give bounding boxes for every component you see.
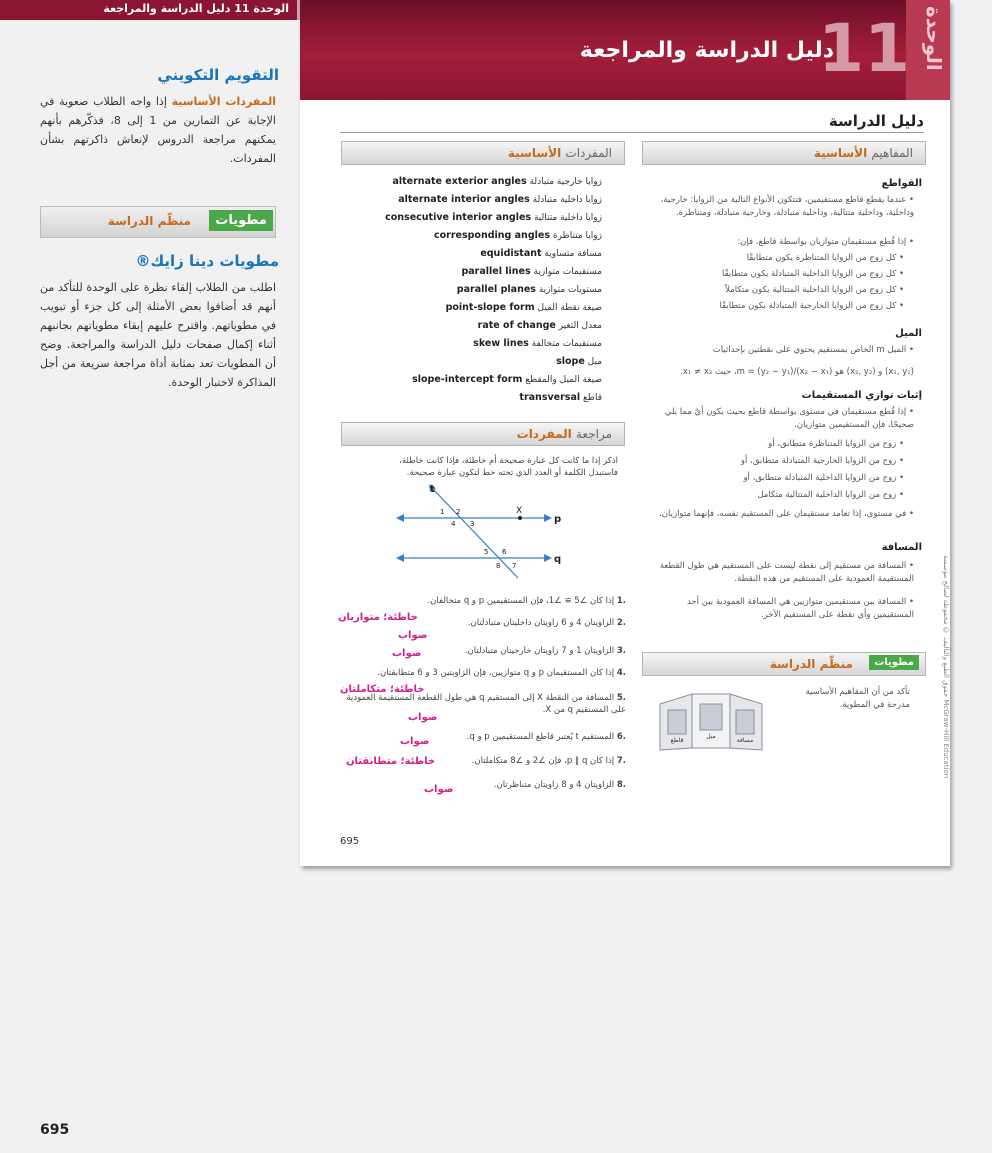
vocab-note-term: المفردات الأساسية	[171, 95, 276, 108]
exercise-7: .7 إذا كان p ∥ q، فإن ∠2 و ∠8 متكاملتان.	[471, 756, 626, 766]
answer-4: خاطئة؛ متكاملتان	[340, 684, 425, 695]
transversal-bullet-1-text: عندما يقطع قاطع مستقيمين، فتتكون الأنواع التالية من الزوايا: خارجية، وداخلية، وداخلية متتالية، وداخلية متبادلة، وخارجية متبادلة، ومتناظرة.	[660, 195, 914, 218]
proving-item-4: • زوج من الزوايا الداخلية المتتالية متكامل	[757, 490, 904, 500]
organizer-foldables-label: مطويات	[869, 655, 919, 670]
chapter-number: 11	[818, 10, 910, 87]
chapter-title: دليل الدراسة والمراجعة	[579, 38, 834, 63]
vocab-ar: صيغة نقطة الميل	[537, 303, 602, 313]
proving-last-text: في مستوى، إذا تعامد مستقيمان على المستقيم نفسه، فإنهما متوازيان.	[659, 509, 907, 519]
vocab-item	[434, 230, 602, 241]
foldables-label: مطويات	[209, 210, 273, 231]
transversal-bullet-2-text: إذا قُطع مستقيمان متوازيان بواسطة قاطع، فإن:	[737, 237, 907, 247]
vocab-check-header-text	[517, 427, 612, 441]
foldable-image	[656, 690, 766, 754]
parallel-sub-2: • كل زوج من الزوايا الداخلية المتبادلة يكون متطابقًا	[721, 269, 904, 279]
answer-6: صواب	[400, 736, 430, 747]
study-organizer-tag	[40, 206, 276, 238]
proving-item-2-text: زوج من الزوايا الخارجية المتبادلة متطابق، أو	[740, 456, 897, 466]
proving-item-1-text: زوج من الزوايا المتناظرة متطابق، أو	[768, 439, 897, 449]
exercise-8: .8 الزاويتان 4 و 8 زاويتان متناظرتان.	[493, 780, 626, 790]
exercise-5-text: المسافة من النقطة X إلى المستقيم q هي طول القطعة المستقيمة العمودية على المستقيم q من X.	[346, 693, 626, 715]
key-vocab-header-text	[508, 146, 612, 160]
exercise-5: .5 المسافة من النقطة X إلى المستقيم q هي طول القطعة المستقيمة العمودية على المستقيم q من X.	[346, 693, 626, 715]
transversal-diagram	[396, 482, 572, 580]
angle-label-2: 2	[456, 508, 461, 516]
key-concepts-gray: المفاهيم	[871, 146, 913, 160]
exercise-1: .1 إذا كان ∠5 ≅ ∠1، فإن المستقيمين p و q متخالفان.	[427, 596, 626, 606]
vocab-check-gray: مراجعة	[575, 427, 612, 441]
copyright-text: حقوق الطبع والتأليف © محفوظة لصالح مؤسسة McGraw-Hill Education	[942, 555, 950, 779]
proving-last: • في مستوى، إذا تعامد مستقيمان على المستقيم نفسه، فإنهما متوازيان.	[659, 509, 914, 519]
formative-assessment-heading: التقويم التكويني	[157, 66, 279, 84]
instructions-line-1: اذكر إذا ما كانت كل عبارة صحيحة أم خاطئة، فإذا كانت خاطئة،	[399, 456, 618, 466]
foldables-text: اطلب من الطلاب إلقاء نظرة على الوحدة للتأكد من أنهم قد أضافوا بعض الأمثلة إلى كل جزء أو تبويب في مطوياتهم. واقترح عليهم إبقاء مطوياتهم بجانبهم أثناء إكمال صفحات دليل الدراسة والمراجعة. وضح أن المطويات تعد بمثابة أداة مراجعة سريعة من أجل المذاكرة لاختبار الوحدة.	[40, 281, 276, 389]
vocab-en: consecutive interior angles	[385, 212, 532, 223]
vocab-en: corresponding angles	[434, 230, 550, 241]
foldable-tab-3: مسافة	[736, 737, 754, 744]
answer-5: صواب	[408, 712, 438, 723]
vocab-en: skew lines	[473, 338, 529, 349]
vocab-note	[40, 92, 276, 168]
proving-item-3: • زوج من الزوايا الداخلية المتبادلة متطابق، أو	[743, 473, 904, 483]
vocab-item	[461, 266, 602, 277]
vocab-check-orange: المفردات	[516, 427, 572, 441]
proving-item-1: • زوج من الزوايا المتناظرة متطابق، أو	[768, 439, 904, 449]
vocab-item	[556, 356, 602, 367]
exercise-7-text: إذا كان p ∥ q، فإن ∠2 و ∠8 متكاملتان.	[471, 756, 615, 766]
key-concepts-orange: الأساسية	[813, 146, 868, 160]
organizer-note: تأكد من أن المفاهيم الأساسية مدرجة في المطوية.	[805, 687, 910, 710]
chapter-top-bar-text: الوحدة 11 دليل الدراسة والمراجعة	[103, 2, 289, 15]
exercise-4-text: إذا كان المستقيمان p و q متوازيين، فإن الزاويتين 3 و 6 متطابقتان.	[377, 668, 615, 678]
distance-title: المسافة	[881, 542, 922, 553]
angle-label-4: 4	[451, 520, 456, 528]
parallel-sub-4: • كل زوج من الزوايا الخارجية المتبادلة يكون متطابقًا	[719, 301, 904, 311]
chapter-top-bar	[0, 0, 297, 20]
foldables-heading: مطويات دينا زايك®	[135, 252, 279, 270]
angle-label-6: 6	[502, 548, 507, 556]
exercise-6-text: المستقيم t يُعتبر قاطع المستقيمين p و q.	[466, 732, 615, 742]
vocab-en: slope-intercept form	[412, 374, 523, 385]
foldable-tab-1: قاطع	[670, 737, 684, 744]
page-number: 695	[340, 836, 360, 847]
label-t: t	[430, 484, 435, 495]
distance-bullet-2-text: المسافة بين مستقيمين متوازيين هي المسافة العمودية بين أحد المستقيمين وأي نقطة على المستقيم الآخر.	[686, 597, 914, 620]
vocab-item	[457, 284, 602, 295]
proving-item-3-text: زوج من الزوايا الداخلية المتبادلة متطابق، أو	[743, 473, 897, 483]
proving-intro-text: إذا قُطع مستقيمان في مستوى بواسطة قاطع بحيث يكون أيٌ مما يلي صحيحًا، فإن المستقيمين متوازيان.	[664, 407, 914, 430]
key-vocab-header	[341, 141, 625, 165]
vocab-item	[446, 302, 602, 313]
vocab-ar: زوايا متناظرة	[552, 231, 602, 241]
distance-bullet-2: • المسافة بين مستقيمين متوازيين هي المسافة العمودية بين أحد المستقيمين وأي نقطة على المستقيم الآخر.	[686, 597, 914, 620]
parallel-sub-1-text: كل زوج من الزوايا المتناظرة يكون متطابقًا	[746, 253, 897, 263]
vocab-check-header	[341, 422, 625, 446]
transversals-title: القواطع	[881, 178, 922, 189]
banner-strip	[906, 0, 950, 100]
vocab-item	[392, 176, 602, 187]
angle-label-8: 8	[496, 562, 501, 570]
vocab-ar: مسافة متساوية	[544, 249, 602, 259]
key-vocab-gray: المفردات	[565, 146, 612, 160]
exercise-6: .6 المستقيم t يُعتبر قاطع المستقيمين p و q.	[466, 732, 626, 742]
foldable-illustration	[656, 690, 766, 754]
vocab-item	[412, 374, 602, 385]
vocab-en: point-slope form	[445, 302, 535, 313]
label-q: q	[554, 554, 562, 565]
vocab-en: equidistant	[480, 248, 542, 259]
answer-3: صواب	[392, 648, 422, 659]
banner-side-label: الوحدة	[922, 6, 946, 71]
parallel-sub-3: • كل زوج من الزوايا الداخلية المتتالية يكون متكاملاً	[725, 285, 904, 295]
section-rule	[340, 132, 924, 133]
study-organizer-header	[642, 652, 926, 676]
vocab-en: parallel planes	[456, 284, 536, 295]
key-concepts-header-text	[814, 146, 913, 160]
vocab-item	[519, 392, 602, 403]
vocab-item	[478, 320, 602, 331]
proving-intro: • إذا قُطع مستقيمان في مستوى بواسطة قاطع بحيث يكون أيٌ مما يلي صحيحًا، فإن المستقيمين متوازيان.	[664, 407, 914, 430]
label-p: p	[554, 514, 562, 525]
key-vocab-orange: الأساسية	[507, 146, 562, 160]
vocab-en: alternate exterior angles	[392, 176, 527, 187]
exercise-8-text: الزاويتان 4 و 8 زاويتان متناظرتان.	[493, 780, 615, 790]
answer-2: صواب	[398, 630, 428, 641]
exercise-2-text: الزاويتان 4 و 6 زاويتان داخليتان متبادلتان.	[467, 618, 615, 628]
vocab-ar: معدل التغير	[558, 321, 602, 331]
distance-bullet-1: • المسافة من مستقيم إلى نقطة ليست على المستقيم هي طول القطعة المستقيمة العمودية على المستقيم من هذه النقطة.	[659, 561, 914, 584]
slope-text: • الميل m الخاص بمستقيم يحتوي على نقطتين بإحداثيات	[712, 345, 914, 355]
vocab-ar: ميل	[587, 357, 602, 367]
transversal-bullet-1: • عندما يقطع قاطع مستقيمين، فتتكون الأنواع التالية من الزوايا: خارجية، وداخلية، وداخلية متتالية، وداخلية متبادلة، وخارجية متبادلة، ومتناظرة.	[660, 195, 914, 218]
slope-formula: (x₁, y₁) و (x₂, y₂) هو m = (y₂ − y₁)/(x₂ − x₁)، حيث x₁ ≠ x₂.	[680, 367, 914, 377]
proving-item-4-text: زوج من الزوايا الداخلية المتتالية متكامل	[757, 490, 897, 500]
exercise-3: .3 الزاويتان 1 و 7 زاويتان خارجيتان متبادلتان.	[464, 646, 626, 656]
transversal-bullet-2: • إذا قُطع مستقيمان متوازيان بواسطة قاطع، فإن:	[737, 237, 914, 247]
angle-label-3: 3	[470, 520, 475, 528]
instructions-line-2: فاستبدل الكلمة أو العدد الذي تحته خط لتكون عبارة صحيحة.	[406, 468, 618, 478]
organizer-text: منظّم الدراسة	[769, 657, 853, 671]
parallel-sub-1: • كل زوج من الزوايا المتناظرة يكون متطابقًا	[746, 253, 904, 263]
slope-title: الميل	[895, 328, 922, 339]
parallel-sub-3-text: كل زوج من الزوايا الداخلية المتتالية يكون متكاملاً	[725, 285, 897, 295]
angle-label-5: 5	[484, 548, 489, 556]
section-title: دليل الدراسة	[828, 112, 924, 130]
vocab-ar: مستقيمات متخالفة	[531, 339, 602, 349]
slope-text-body: الميل m الخاص بمستقيم يحتوي على نقطتين بإحداثيات	[712, 345, 907, 355]
answer-7: خاطئة؛ متطابقتان	[346, 756, 436, 767]
vocab-ar: مستقيمات متوازية	[533, 267, 602, 277]
vocab-en: alternate interior angles	[398, 194, 530, 205]
angle-label-7: 7	[512, 562, 517, 570]
vocab-en: rate of change	[477, 320, 556, 331]
label-x: X	[516, 506, 523, 516]
answer-1: خاطئة؛ متوازيان	[338, 612, 418, 623]
answer-8: صواب	[424, 784, 454, 795]
parallel-sub-4-text: كل زوج من الزوايا الخارجية المتبادلة يكون متطابقًا	[719, 301, 897, 311]
transversal-diagram-svg	[396, 482, 572, 580]
vocab-ar: زوايا داخلية متتالية	[533, 213, 602, 223]
vocab-en: slope	[556, 356, 585, 367]
vocab-en: parallel lines	[461, 266, 531, 277]
parallel-sub-2-text: كل زوج من الزوايا الداخلية المتبادلة يكون متطابقًا	[721, 269, 897, 279]
proving-item-2: • زوج من الزوايا الخارجية المتبادلة متطابق، أو	[740, 456, 904, 466]
angle-label-1: 1	[440, 508, 445, 516]
chapter-banner	[300, 0, 950, 100]
vocab-ar: زوايا خارجية متبادلة	[529, 177, 602, 187]
vocab-ar: صيغة الميل والمقطع	[525, 375, 602, 385]
exercise-2: .2 الزاويتان 4 و 6 زاويتان داخليتان متبادلتان.	[467, 618, 626, 628]
foldable-tab-2: ميل	[706, 733, 716, 740]
proving-parallel-title: إثبات توازي المستقيمات	[801, 390, 922, 401]
vocab-ar: زوايا داخلية متبادلة	[532, 195, 602, 205]
vocab-ar: مستويات متوازية	[538, 285, 602, 295]
distance-bullet-1-text: المسافة من مستقيم إلى نقطة ليست على المستقيم هي طول القطعة المستقيمة العمودية على المستقيم من هذه النقطة.	[659, 561, 914, 584]
vocab-note-text: إذا واجه الطلاب صعوبة في الإجابة عن التمارين من 1 إلى 8، فذكّرهم بأنهم يمكنهم مراجعة الدروس لإنعاش ذاكرتهم بشأن المفردات.	[40, 95, 276, 165]
vocab-item	[473, 338, 602, 349]
exercise-1-text: إذا كان ∠5 ≅ ∠1، فإن المستقيمين p و q متخالفان.	[427, 596, 615, 606]
exercise-4: .4 إذا كان المستقيمان p و q متوازيين، فإن الزاويتين 3 و 6 متطابقتان.	[377, 668, 626, 678]
vocab-item	[385, 212, 602, 223]
key-concepts-header	[642, 141, 926, 165]
vocab-item	[398, 194, 602, 205]
exercise-3-text: الزاويتان 1 و 7 زاويتان خارجيتان متبادلتان.	[464, 646, 615, 656]
vocab-ar: قاطع	[583, 393, 602, 403]
study-organizer-label: منظّم الدراسة	[107, 214, 191, 228]
vocab-en: transversal	[519, 392, 581, 403]
page-number-teacher: 695	[40, 1122, 70, 1138]
vocab-item	[480, 248, 602, 259]
